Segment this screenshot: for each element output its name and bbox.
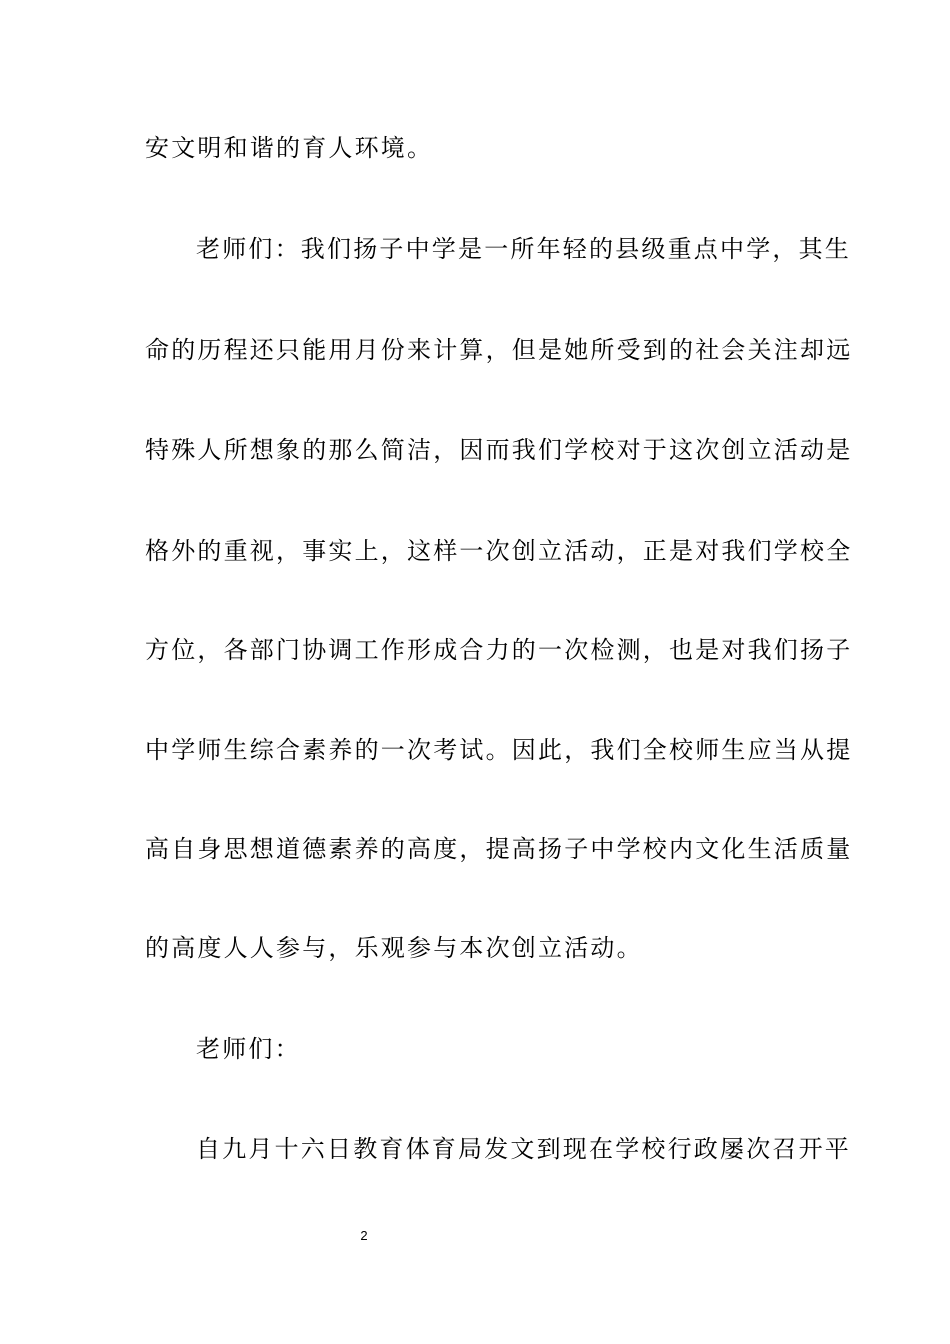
text-line: 老师们：我们扬子中学是一所年轻的县级重点中学，其生 [196,235,851,263]
text-line: 老师们： [196,1035,301,1063]
text-line: 的高度人人参与，乐观参与本次创立活动。 [145,934,643,962]
text-line: 自九月十六日教育体育局发文到现在学校行政屡次召开平 [196,1135,851,1163]
text-line: 高自身思想道德素养的高度，提高扬子中学校内文化生活质量 [145,835,853,863]
text-line: 中学师生综合素养的一次考试。因此，我们全校师生应当从提 [145,736,853,764]
text-line: 方位，各部门协调工作形成合力的一次检测，也是对我们扬子 [145,636,853,664]
text-line: 格外的重视，事实上，这样一次创立活动，正是对我们学校全 [145,537,853,565]
text-line: 命的历程还只能用月份来计算，但是她所受到的社会关注却远 [145,336,853,364]
text-line: 特殊人所想象的那么简洁，因而我们学校对于这次创立活动是 [145,436,853,464]
text-line: 安文明和谐的育人环境。 [145,134,434,162]
page-number: 2 [360,1228,368,1243]
